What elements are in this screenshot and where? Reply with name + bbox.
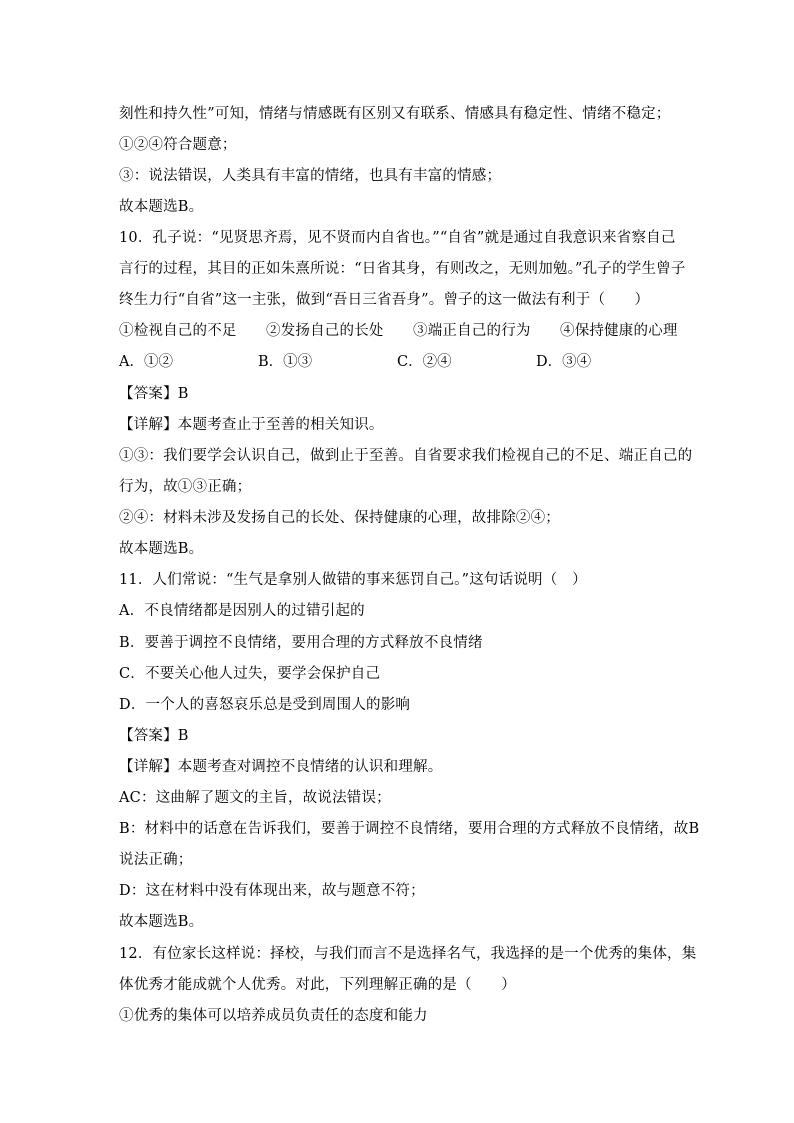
text-line: 刻性和持久性”可知，情绪与情感既有区别又有联系、情感具有稳定性、情绪不稳定； <box>119 106 671 122</box>
question-11-stem: 11．人们常说：“生气是拿别人做错的事来惩罚自己。”这句话说明（ ） <box>119 572 587 588</box>
text-line: 故本题选B。 <box>119 541 204 557</box>
question-10-statements: ①检视自己的不足 ②发扬自己的长处 ③端正自己的行为 ④保持健康的心理 <box>119 323 678 339</box>
text-line: ①②④符合题意； <box>119 137 237 153</box>
text-line: 体优秀才能成就个人优秀。对此，下列理解正确的是（ ） <box>119 977 516 993</box>
explanation-heading: 【详解】本题考查止于至善的相关知识。 <box>119 417 384 433</box>
text-line: 故本题选B。 <box>119 914 204 930</box>
text-line: D：这在材料中没有体现出来，故与题意不符； <box>119 883 425 899</box>
text-line: AC：这曲解了题文的主旨，故说法错误； <box>119 790 391 806</box>
explanation-heading: 【详解】本题考查对调控不良情绪的认识和理解。 <box>119 759 443 775</box>
text-line: 故本题选B。 <box>119 199 204 215</box>
answer-label: 【答案】B <box>119 386 189 402</box>
option-d: D．一个人的喜怒哀乐总是受到周围人的影响 <box>119 697 411 713</box>
text-line: 说法正确； <box>119 852 193 868</box>
option-b: B．①③ <box>258 354 313 370</box>
text-line: ①③：我们要学会认识自己，做到止于至善。自省要求我们检视自己的不足、端正自己的 <box>119 448 693 464</box>
text-line: 行为，故①③正确； <box>119 479 252 495</box>
text-line: B：材料中的话意在告诉我们，要善于调控不良情绪，要用合理的方式释放不良情绪，故B <box>119 821 700 837</box>
option-d: D．③④ <box>536 354 592 370</box>
text-line: ②④：材料未涉及发扬自己的长处、保持健康的心理，故排除②④； <box>119 510 560 526</box>
option-a: A．①② <box>119 354 173 370</box>
option-b: B．要善于调控不良情绪，要用合理的方式释放不良情绪 <box>119 635 483 651</box>
text-line: 终生力行“自省”这一主张，做到“吾日三省吾身”。曾子的这一做法有利于（ ） <box>119 292 650 308</box>
text-line: ③：说法错误，人类具有丰富的情绪，也具有丰富的情感； <box>119 168 502 184</box>
text-line: 言行的过程，其目的正如朱熹所说：“日省其身，有则改之，无则加勉。”孔子的学生曾子 <box>119 261 686 277</box>
option-c: C．不要关心他人过失，要学会保护自己 <box>119 666 381 682</box>
question-10-stem: 10．孔子说：“见贤思齐焉，见不贤而内自省也。”“自省”就是通过自我意识来省察自己 <box>119 230 676 246</box>
question-12-stem: 12．有位家长这样说：择校，与我们而言不是选择名气，我选择的是一个优秀的集体，集 <box>119 946 697 962</box>
text-line: ①优秀的集体可以培养成员负责任的态度和能力 <box>119 1008 428 1024</box>
answer-label: 【答案】B <box>119 728 189 744</box>
option-a: A．不良情绪都是因别人的过错引起的 <box>119 603 365 619</box>
option-c: C．②④ <box>397 354 452 370</box>
